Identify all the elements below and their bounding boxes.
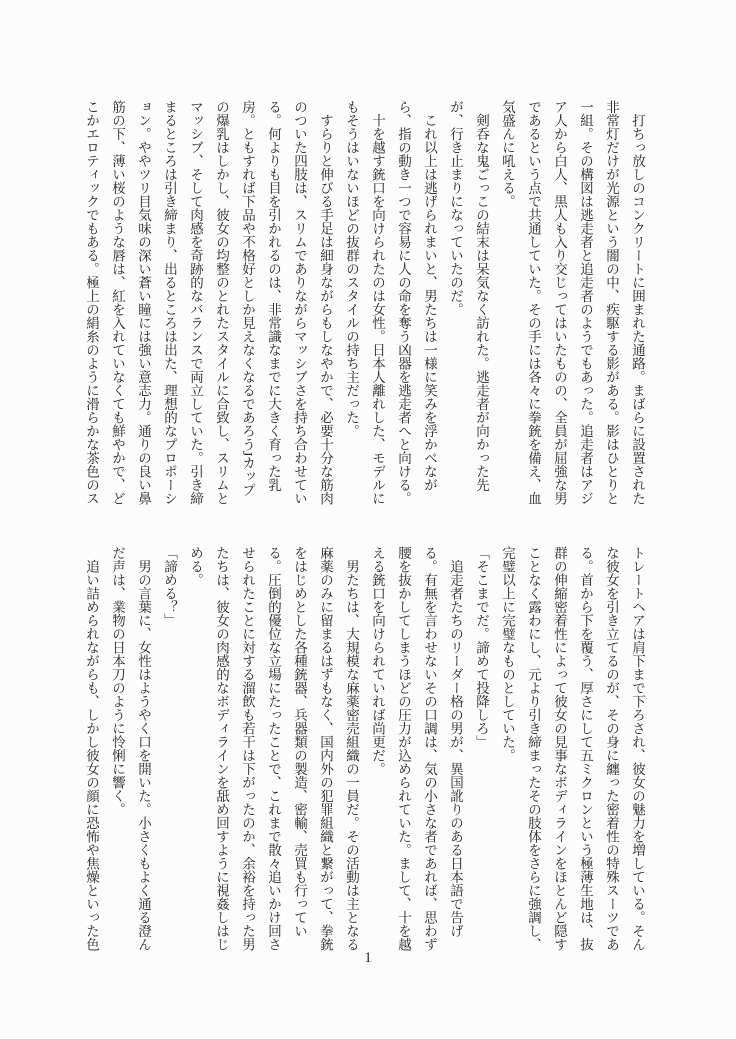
text-block-top: [78, 100, 650, 510]
text-line: 男たちは、大規模な麻薬密売組織の一員だ。その活動は主となる: [344, 546, 359, 951]
text-line: の爆乳はしかし、彼女の均整のとれたスタイルに合致し、スリムと: [214, 100, 229, 505]
text-line: すらりと伸びる手足は細身ながらもしなやかで、必要十分な筋肉: [318, 100, 333, 505]
text-line: ョン。ややツリ目気味の深い蒼い瞳には強い意志力。通りの良い鼻: [136, 100, 151, 505]
text-line: のついた四肢は、スリムでありながらマッシブさを持ち合わせてい: [292, 100, 307, 505]
text-line: 「諦める？」: [162, 546, 177, 627]
text-line: 一組。その構図は逃走者と追走者のようでもあった。追走者はアジ: [578, 100, 593, 505]
text-line: ことなく露わにし、元より引き締まったその肢体をさらに強調し、: [526, 546, 541, 951]
text-line: 「そこまでだ。諦めて投降しろ」: [474, 546, 489, 749]
text-line: る。有無を言わせないその口調は、気の小さな者であれば、思わず: [422, 546, 437, 951]
text-line: える銃口を向けられていれば尚更だ。: [370, 546, 385, 776]
text-line: もそうはいないほどの抜群のスタイルの持ち主だった。: [344, 100, 359, 438]
text-line: 非常灯だけが光源という闇の中、疾駆する影がある。影はひとりと: [604, 100, 619, 505]
text-line: 腰を抜かしてしまうほどの圧力が込められていた。まして、十を越: [396, 546, 411, 951]
text-line: 剣呑な鬼ごっこの結末は呆気なく訪れた。逃走者が向かった先: [474, 100, 489, 492]
text-line: これ以上は逃げられまいと、男たちは一様に笑みを浮かべなが: [422, 100, 437, 492]
text-line: 完璧以上に完璧なものとしていた。: [500, 546, 515, 762]
text-line: 追い詰められながらも、しかし彼女の顔に恐怖や焦燥といった色: [84, 546, 99, 951]
text-line: る。首から下を覆う、厚さにして五ミクロンという極薄生地は、抜: [578, 546, 593, 951]
text-line: マッシブ、そして肉感を奇跡的なバランスで両立していた。引き締: [188, 100, 203, 505]
text-line: 気盛んに吼える。: [500, 100, 515, 208]
text-line: であるという点で共通していた。その手には各々に拳銃を備え、血: [526, 100, 541, 505]
page-number: 1: [364, 950, 372, 966]
text-line: たちは、彼女の肉感的なボディラインを舐め回すように視姦しはじ: [214, 546, 229, 951]
text-line: 十を越す銃口を向けられたのは女性。日本人離れした、モデルに: [370, 100, 385, 505]
text-line: る。何よりも目を引かれるのは、非常識なまでに大きく育った乳: [266, 100, 281, 492]
text-line: せられたことに対する溜飲も若干は下がったのか、余裕を持った男: [240, 546, 255, 951]
text-line: 筋の下、薄い桜のような唇は、紅を入れていなくても鮮やかで、ど: [110, 100, 125, 505]
text-line: をはじめとした各種銃器、兵器類の製造、密輸、売買も行ってい: [292, 546, 307, 938]
text-block-bottom: [78, 546, 650, 950]
text-line: 打ちっ放しのコンクリートに囲まれた通路。まばらに設置された: [630, 100, 645, 505]
text-line: な彼女を引き立てるのが、その身に纏った密着性の特殊スーツであ: [604, 546, 619, 951]
text-line: こかエロティックでもある。極上の絹糸のように滑らかな茶色のス: [84, 100, 99, 505]
text-line: 群の伸縮密着性によって彼女の見事なボディラインをほとんど隠す: [552, 546, 567, 951]
text-line: トレートヘアは肩下まで下ろされ、彼女の魅力を増している。そん: [630, 546, 645, 951]
text-line: ア人から白人、黒人も入り交じってはいたものの、全員が屈強な男: [552, 100, 567, 505]
text-line: が、行き止まりになっていたのだ。: [448, 100, 463, 316]
text-line: 男の言葉に、女性はようやく口を開いた。小さくもよく通る澄ん: [136, 546, 151, 951]
text-line: 麻薬のみに留まるはずもなく、国内外の犯罪組織と繋がって、拳銃: [318, 546, 333, 951]
text-line: 追走者たちのリーダー格の男が、異国訛りのある日本語で告げ: [448, 546, 463, 938]
text-line: まるところは引き締まり、出るところは出た、理想的なプロポーシ: [162, 100, 177, 505]
text-line: ら、指の動き一つで容易に人の命を奪う凶器を逃走者へと向ける。: [396, 100, 411, 505]
text-line: る。圧倒的優位な立場にたったことで、これまで散々追いかけ回さ: [266, 546, 281, 951]
text-line: 房。ともすれば下品や不格好としか見えなくなるであろうJカップ: [240, 100, 255, 497]
text-line: だ声は、業物の日本刀のように怜悧に響く。: [110, 546, 125, 816]
text-line: める。: [188, 546, 203, 587]
